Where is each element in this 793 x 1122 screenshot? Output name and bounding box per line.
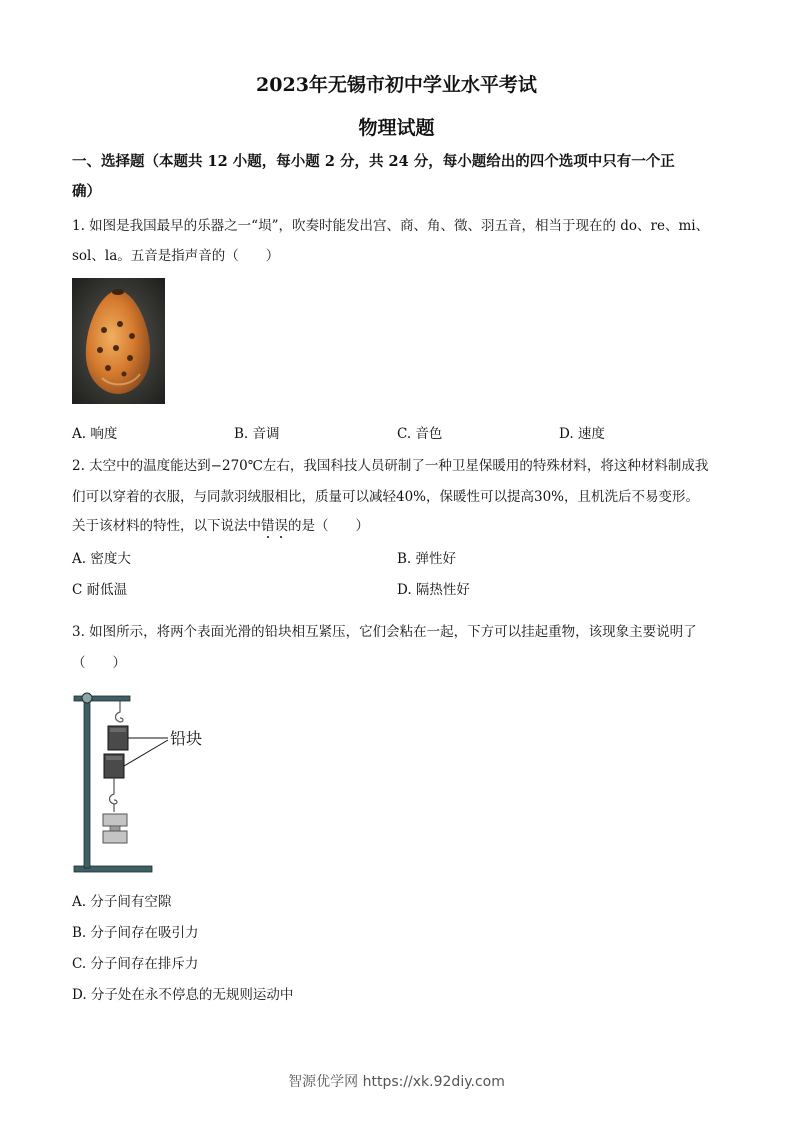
q3-text-line1: 3. 如图所示，将两个表面光滑的铅块相互紧压，它们会粘在一起，下方可以挂起重物，该现象主要说明了 xyxy=(72,624,697,640)
q2-text-line3 xyxy=(72,514,369,534)
q2-option-c: C 耐低温 xyxy=(72,582,128,598)
q3-option-d: D. 分子处在永不停息的无规则运动中 xyxy=(72,987,294,1003)
q2-option-a: A. 密度大 xyxy=(72,551,131,567)
page-title: 2023年无锡市初中学业水平考试 xyxy=(256,74,537,96)
q2-text-line2: 们可以穿着的衣服，与同款羽绒服相比，质量可以减轻40%，保暖性可以提高30%，且机洗后不易变形。 xyxy=(72,489,700,505)
q2-option-d: D. 隔热性好 xyxy=(397,582,470,598)
q3-option-c: C. 分子间存在排斥力 xyxy=(72,956,199,972)
lead-blocks-diagram xyxy=(70,682,220,878)
q1-option-a: A. 响度 xyxy=(72,426,118,442)
q2-line3-start: 关于该材料的特性，以下说法中 xyxy=(72,518,261,534)
section-heading-cont: 确） xyxy=(72,183,101,200)
q2-option-b: B. 弹性好 xyxy=(397,551,457,567)
q1-text-line1: 1. 如图是我国最早的乐器之一“埙”，吹奏时能发出宫、商、角、徵、羽五音，相当于现在的 do、re、mi、 xyxy=(72,218,710,234)
q1-option-c: C. 音色 xyxy=(397,426,443,442)
lead-block-label: 铅块 xyxy=(170,729,203,748)
q3-text-line2: （ ） xyxy=(72,655,126,671)
q2-text-line1: 2. 太空中的温度能达到−270℃左右，我国科技人员研制了一种卫星保暖用的特殊材料，将这种材料制成我 xyxy=(72,458,709,474)
q1-option-b: B. 音调 xyxy=(234,426,280,442)
q2-line3-end: 的是（ ） xyxy=(288,518,369,534)
footer-site-link[interactable]: 智源优学网 https://xk.92diy.com xyxy=(288,1074,505,1090)
page-subtitle: 物理试题 xyxy=(358,117,435,139)
q2-emphasis-char-2: 误 xyxy=(274,518,288,534)
q3-option-b: B. 分子间存在吸引力 xyxy=(72,925,199,941)
section-heading: 一、选择题（本题共 12 小题，每小题 2 分，共 24 分，每小题给出的四个选项中只有一个正 xyxy=(72,153,675,170)
q2-emphasis-char-1: 错 xyxy=(261,518,275,534)
q1-option-d: D. 速度 xyxy=(559,426,605,442)
q3-option-a: A. 分子间有空隙 xyxy=(72,894,172,910)
xun-instrument-photo xyxy=(72,278,165,404)
q1-text-line2: sol、la。五音是指声音的（ ） xyxy=(72,248,280,264)
